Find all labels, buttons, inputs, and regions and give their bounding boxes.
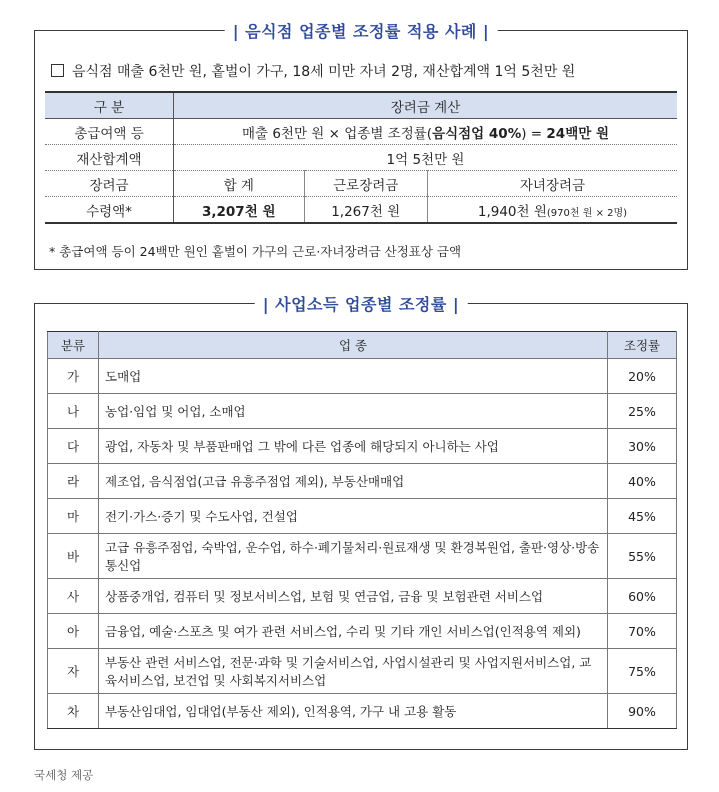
table-row	[48, 359, 677, 394]
calc-assets-value: 1억 5천만 원	[174, 145, 678, 171]
child-amount: 1,940천 원	[477, 203, 547, 220]
example-box-title: | 음식점 업종별 조정률 적용 사례 |	[225, 19, 498, 42]
calc-row-income	[45, 119, 677, 145]
rate-header-industry: 업 종	[99, 332, 608, 359]
income-formula-pre: 매출 6천만 원 × 업종별 조정률(	[241, 125, 433, 142]
calculation-table	[45, 91, 677, 224]
row-industry: 부동산 관련 서비스업, 전문·과학 및 기술서비스업, 사업시설관리 및 사업지원서비스업, 교육서비스업, 보건업 및 사회복지서비스업	[99, 649, 608, 694]
row-industry: 고급 유흥주점업, 숙박업, 운수업, 하수·폐기물처리·원료재생 및 환경복원업, 출판·영상·방송통신업	[99, 534, 608, 579]
row-rate: 45%	[608, 499, 677, 534]
calc-grant-child-head: 자녀장려금	[427, 171, 677, 197]
calc-assets-label: 재산합계액	[45, 145, 174, 171]
row-industry: 상품중개업, 컴퓨터 및 정보서비스업, 보험 및 연금업, 금융 및 보험관련 서비스업	[99, 579, 608, 614]
row-rate: 60%	[608, 579, 677, 614]
calc-amount-total: 3,207천 원	[174, 197, 305, 224]
income-formula-result: 24백만 원	[546, 125, 610, 142]
row-industry: 전기·가스·증기 및 수도사업, 건설업	[99, 499, 608, 534]
row-industry: 금융업, 예술·스포츠 및 여가 관련 서비스업, 수리 및 기타 개인 서비스업(인적용역 제외)	[99, 614, 608, 649]
rate-header-row	[48, 332, 677, 359]
table-row	[48, 429, 677, 464]
rate-header-class: 분류	[48, 332, 99, 359]
calc-amount-child	[427, 197, 677, 224]
row-rate: 20%	[608, 359, 677, 394]
calc-amount-work: 1,267천 원	[304, 197, 427, 224]
calc-amount-label: 수령액*	[45, 197, 174, 224]
row-rate: 30%	[608, 429, 677, 464]
calc-row-grant-header	[45, 171, 677, 197]
table-row	[48, 499, 677, 534]
calc-header-category: 구 분	[45, 92, 174, 119]
example-description	[51, 61, 575, 81]
row-code: 바	[48, 534, 99, 579]
row-code: 자	[48, 649, 99, 694]
rate-box	[34, 295, 688, 750]
row-rate: 70%	[608, 614, 677, 649]
row-code: 나	[48, 394, 99, 429]
row-rate: 55%	[608, 534, 677, 579]
table-row	[48, 394, 677, 429]
checkbox-square-icon	[51, 64, 64, 77]
table-row	[48, 614, 677, 649]
rate-box-title: | 사업소득 업종별 조정률 |	[255, 292, 468, 315]
table-row	[48, 464, 677, 499]
rate-header-rate: 조정률	[608, 332, 677, 359]
row-rate: 90%	[608, 694, 677, 729]
calc-header-row	[45, 92, 677, 119]
row-industry: 부동산임대업, 임대업(부동산 제외), 인적용역, 가구 내 고용 활동	[99, 694, 608, 729]
income-formula-rate: 음식점업 40%	[432, 125, 522, 142]
calc-grant-total-head: 합 계	[174, 171, 305, 197]
row-code: 가	[48, 359, 99, 394]
table-row	[48, 534, 677, 579]
rate-table	[47, 331, 677, 729]
calc-row-assets	[45, 145, 677, 171]
row-code: 다	[48, 429, 99, 464]
row-rate: 75%	[608, 649, 677, 694]
row-industry: 광업, 자동차 및 부품판매업 그 밖에 다른 업종에 해당되지 아니하는 사업	[99, 429, 608, 464]
row-code: 차	[48, 694, 99, 729]
calc-income-value	[174, 119, 678, 145]
example-box	[34, 22, 688, 270]
table-row	[48, 579, 677, 614]
calc-row-amount	[45, 197, 677, 224]
row-industry: 도매업	[99, 359, 608, 394]
row-code: 라	[48, 464, 99, 499]
row-code: 마	[48, 499, 99, 534]
row-rate: 25%	[608, 394, 677, 429]
row-rate: 40%	[608, 464, 677, 499]
row-industry: 농업·임업 및 어업, 소매업	[99, 394, 608, 429]
calc-income-label: 총급여액 등	[45, 119, 174, 145]
table-row	[48, 649, 677, 694]
row-code: 사	[48, 579, 99, 614]
example-text: 음식점 매출 6천만 원, 홑벌이 가구, 18세 미만 자녀 2명, 재산합계액 1억 5천만 원	[72, 64, 576, 80]
calc-grant-work-head: 근로장려금	[304, 171, 427, 197]
image-caption: 국세청 제공	[34, 768, 94, 782]
row-code: 아	[48, 614, 99, 649]
calc-header-calculation: 장려금 계산	[174, 92, 678, 119]
child-amount-note: (970천 원 × 2명)	[546, 207, 628, 219]
footnote: * 총급여액 등이 24백만 원인 홑벌이 가구의 근로·자녀장려금 산정표상 금액	[49, 244, 462, 259]
calc-grant-label: 장려금	[45, 171, 174, 197]
table-row	[48, 694, 677, 729]
income-formula-post: ) =	[521, 125, 547, 142]
row-industry: 제조업, 음식점업(고급 유흥주점업 제외), 부동산매매업	[99, 464, 608, 499]
